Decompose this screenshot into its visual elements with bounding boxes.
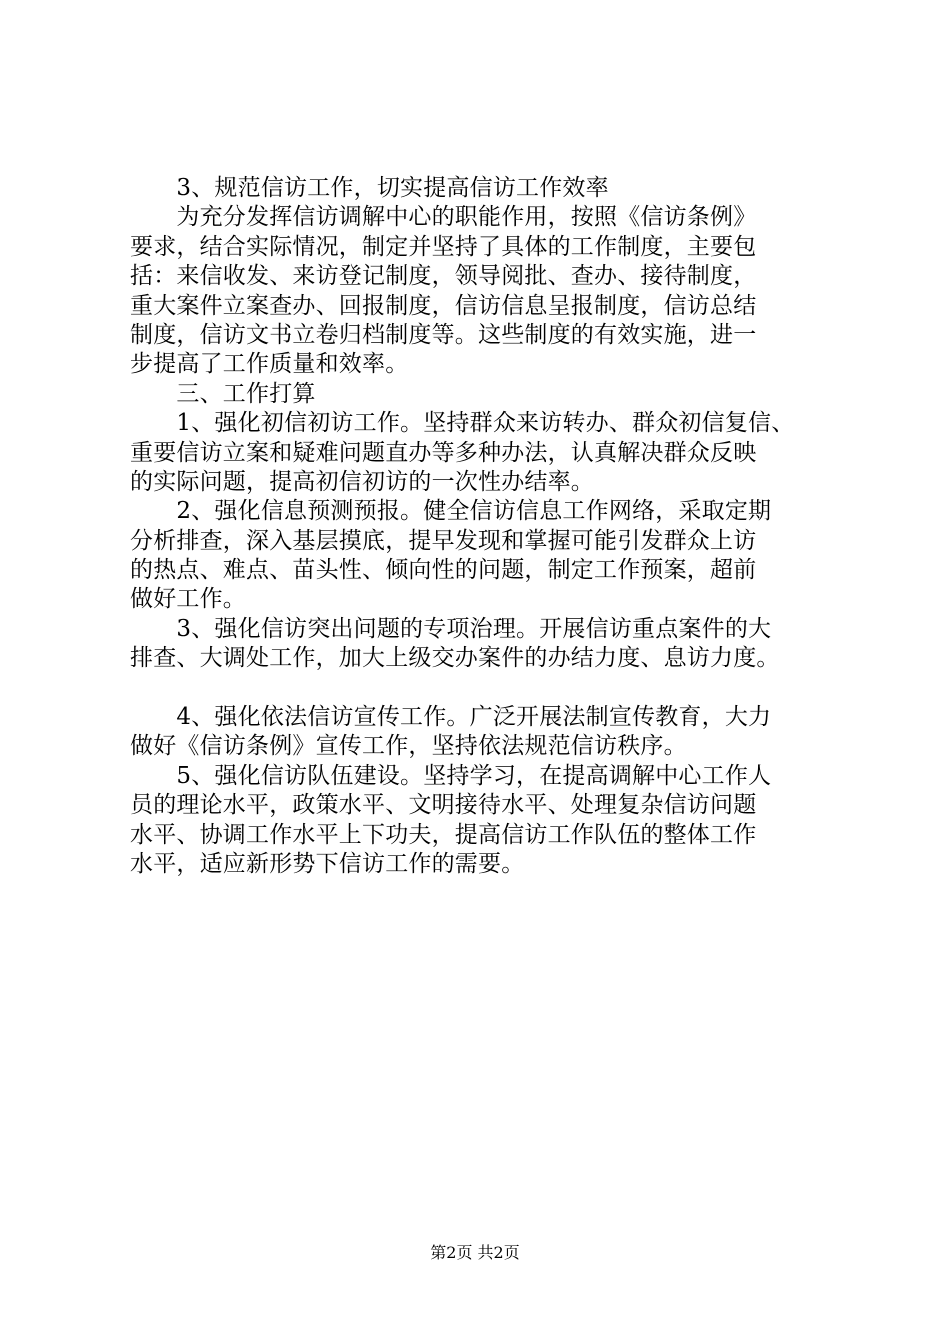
- text-line: 做好《信访条例》宣传工作，坚持依法规范信访秩序。: [130, 733, 687, 760]
- text-line: 4、强化依法信访宣传工作。广泛开展法制宣传教育，大力: [130, 704, 772, 731]
- text-line: 括：来信收发、来访登记制度，领导阅批、查办、接待制度，: [130, 263, 757, 290]
- document-body: [130, 174, 830, 879]
- text-line: 3、规范信访工作，切实提高信访工作效率: [130, 175, 609, 201]
- text-line: 重大案件立案查办、回报制度，信访信息呈报制度，信访总结: [130, 292, 757, 319]
- section-heading: 三、工作打算: [130, 380, 316, 407]
- page-footer: 第2页 共2页: [430, 1243, 520, 1262]
- text-line: 为充分发挥信访调解中心的职能作用，按照《信访条例》: [130, 204, 757, 231]
- text-line: 3、强化信访突出问题的专项治理。开展信访重点案件的大: [130, 615, 772, 642]
- text-line: 水平，适应新形势下信访工作的需要。: [130, 850, 525, 877]
- blank-line: [130, 674, 830, 703]
- text-line: 水平、协调工作水平上下功夫，提高信访工作队伍的整体工作: [130, 821, 757, 848]
- text-line: 的热点、难点、苗头性、倾向性的问题，制定工作预案，超前: [130, 557, 757, 584]
- text-line: 步提高了工作质量和效率。: [130, 351, 409, 378]
- text-line: 分析排查，深入基层摸底，提早发现和掌握可能引发群众上访: [130, 527, 757, 554]
- text-line: 员的理论水平，政策水平、文明接待水平、处理复杂信访问题: [130, 792, 757, 819]
- text-line: 的实际问题，提高初信初访的一次性办结率。: [130, 468, 594, 495]
- text-line: 重要信访立案和疑难问题直办等多种办法，认真解决群众反映: [130, 439, 757, 466]
- text-line: 5、强化信访队伍建设。坚持学习，在提高调解中心工作人: [130, 762, 772, 789]
- text-line: 2、强化信息预测预报。健全信访信息工作网络，采取定期: [130, 498, 772, 525]
- text-line: 1、强化初信初访工作。坚持群众来访转办、群众初信复信、: [130, 410, 795, 437]
- text-line: 做好工作。: [130, 586, 246, 613]
- text-line: 要求，结合实际情况，制定并坚持了具体的工作制度，主要包: [130, 233, 757, 260]
- text-line: 制度，信访文书立卷归档制度等。这些制度的有效实施，进一: [130, 321, 757, 348]
- text-line: 排查、大调处工作，加大上级交办案件的办结力度、息访力度。: [130, 645, 780, 672]
